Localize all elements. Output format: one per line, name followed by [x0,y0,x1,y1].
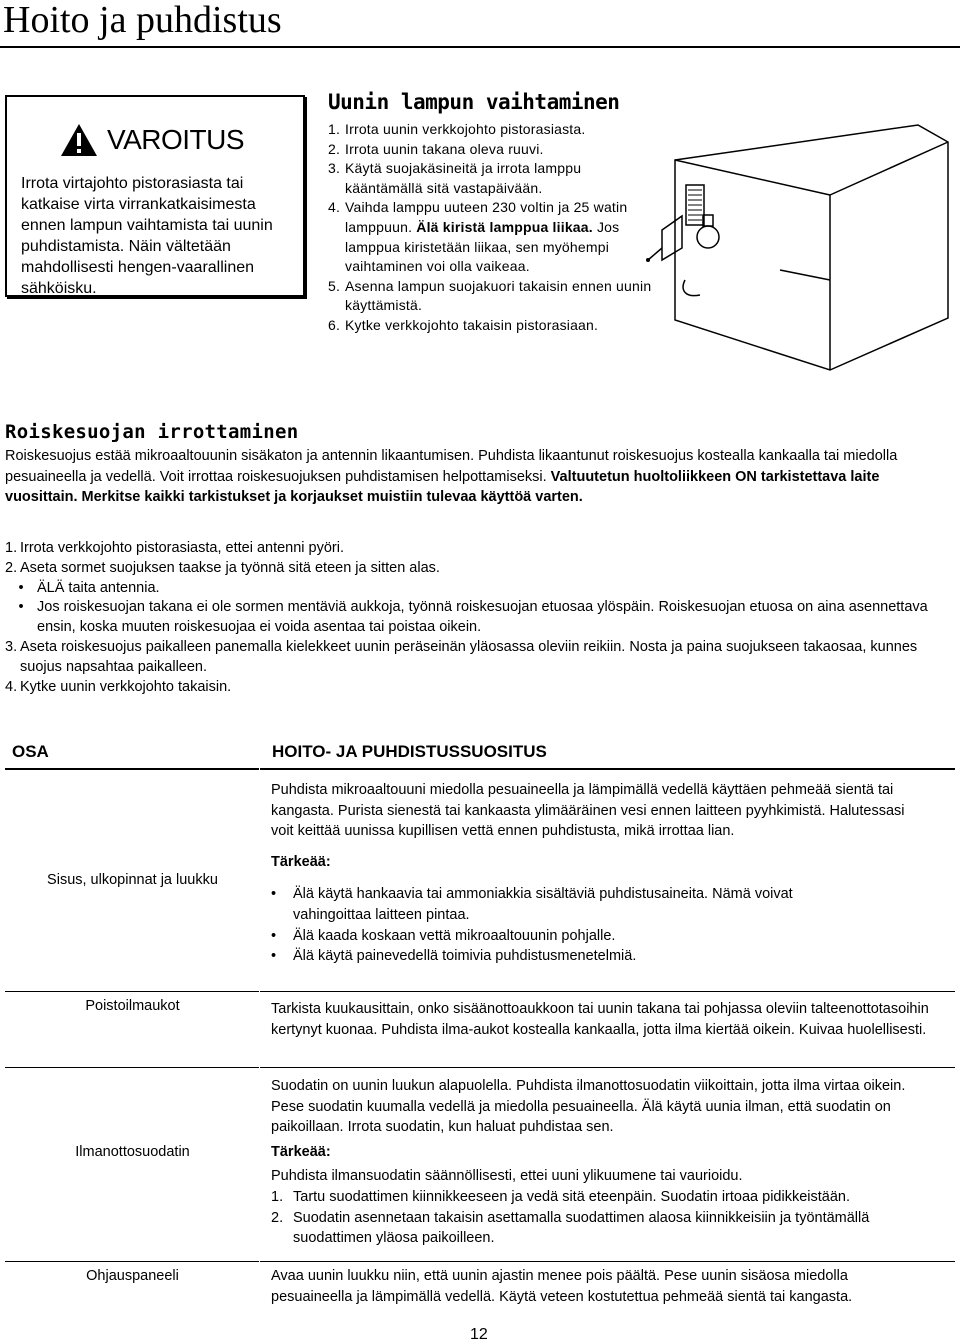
step-text: Käytä suojakäsineitä ja irrota lamppu kääntämällä sitä vastapäivään. [345,160,582,196]
step-text-bold: Älä kiristä lamppua liikaa. [416,218,593,235]
table-part: Ilmanottosuodatin [75,1144,190,1160]
row-divider [5,1067,259,1068]
list-item [271,1208,931,1249]
splash-intro-text: Roiskesuojus estää mikroaaltouunin sisäkaton ja antennin likaantumisen. Puhdista likaantunut roiskesuojus kostealla kankaalla tai miedolla pesuaineella ja vedellä. Voit irrottaa roiskesuojuksen puhdistamisen helpottamiseksi. [5,448,898,485]
lamp-step [328,159,653,198]
table-header-part: OSA [12,742,49,761]
splash-intro-bold: Valtuutetun huoltoliikkeen ON tarkistettava laite vuosittain. Merkitse kaikki tarkistukset ja korjaukset muistiin tulevaa käyttöä varten. [5,468,880,506]
list-item [271,884,931,925]
warning-box [5,95,305,297]
step-number: 4. [328,199,341,216]
step-number: 3. [5,638,18,655]
splash-step [5,559,955,579]
step-number: 1. [328,121,341,137]
table-part: Poistoilmaukot [85,998,180,1014]
bullet-icon: • [18,579,24,596]
page-number: 12 [470,1326,488,1343]
important-label: Tärkeää: [271,1143,331,1160]
table-part: Ohjauspaneeli [86,1268,179,1284]
step-number: 4. [5,678,18,695]
warning-title: VAROITUS [107,124,245,155]
splash-step [5,678,955,698]
row-divider [5,1261,259,1262]
step-text: Asenna lampun suojakuori takaisin ennen uunin käyttämistä. [345,277,652,314]
step-number: 5. [328,277,341,294]
table-recommendation [271,1076,931,1249]
step-text: Kytke verkkojohto takaisin pistorasiaan. [345,316,599,333]
lamp-heading: Uunin lampun vaihtaminen [328,90,620,114]
lamp-step [328,198,653,276]
step-text: Kytke uunin verkkojohto takaisin. [20,678,232,695]
bullet-icon: • [271,948,277,965]
splash-bullet [5,579,955,599]
step-text [345,198,653,276]
recommendation-text: Suodatin on uunin luukun alapuolella. Puhdista ilmanottosuodatin viikoittain, jotta ilma virtaa oikein. Pese suodatin kuumalla vedellä ja miedolla pesuaineella. Älä käytä uunia ilman, että suodatin on paikoillaan. Irrota suodatin, kun haluat puhdistaa sen. [271,1078,906,1136]
row-divider [260,1261,955,1262]
bullet-icon: • [271,886,277,903]
step-number: 1. [271,1188,284,1205]
step-number: 2. [5,559,18,576]
step-text: Irrota verkkojohto pistorasiasta, ettei antenni pyöri. [20,540,344,556]
splash-intro [5,446,955,508]
warning-text: Irrota virtajohto pistorasiasta tai katkaise virta virrankatkaisimesta ennen lampun vaihtamista tai uunin puhdistamista. Näin vältetään mahdollisesti hengen-vaarallinen sähköisku. [21,175,273,297]
recommendation-text: Puhdista ilmansuodatin säännöllisesti, ettei uuni ylikuumene tai vaurioidu. [271,1168,743,1185]
table-recommendation [271,1266,931,1307]
list-item-text: Älä käytä hankaavia tai ammoniakkia sisältäviä puhdistusaineita. Nämä voivat vahingoittaa laitteen pintaa. [293,886,793,923]
list-item-text: Älä käytä painevedellä toimivia puhdistusmenetelmiä. [293,948,637,965]
bullet-icon: • [18,599,24,616]
list-item [271,1187,931,1208]
step-text-after: Jos lamppua kiristetään liikaa, sen myöhempi vaihtaminen voi olla vaikeaa. [345,218,620,275]
step-text: Irrota uunin verkkojohto pistorasiasta. [345,121,586,137]
list-item [271,926,931,947]
warning-triangle-icon [59,122,99,158]
step-number: 6. [328,316,341,333]
step-number: 2. [328,140,341,157]
splash-steps [5,539,955,697]
oven-lamp-illustration [640,120,955,380]
recommendation-text: Tarkista kuukausittain, onko sisäänottoaukkoon tai uunin takana tai pohjassa oleviin talteenottotasoihin kertynyt kuonaa. Puhdista ilma-aukot kostealla kankaalla, jotta ilma kiertää oikein. Kuivaa huolellisesti. [271,1001,929,1038]
list-item [271,946,931,967]
list-item-text: Älä kaada koskaan vettä mikroaaltouunin pohjalle. [293,927,616,944]
table-header-recommendation: HOITO- JA PUHDISTUSSUOSITUS [272,742,547,761]
step-number: 1. [5,540,18,556]
lamp-step [328,316,653,336]
title-rule [0,46,960,48]
recommendation-text: Puhdista mikroaaltouuni miedolla pesuaineella ja lämpimällä vedellä käyttäen pehmeää sientä tai kangasta. Purista sienestä tai kankaasta ylimääräinen vesi ennen laitteen pyyhkimistä. Halutessasi voit keittää uunissa kupillisen vettä ennen puhdistusta, mikä irrottaa lian. [271,782,905,840]
bullet-text: Jos roiskesuojan takana ei ole sormen mentäviä aukkoja, työnnä roiskesuojan etuosaa ylöspäin. Roiskesuojan etuosa on aina asennettava ensin, koska muuten roiskesuojaa ei voida asentaa tai poistaa oikein. [37,599,928,636]
important-list [271,884,931,966]
header-rule [260,768,955,770]
list-item-text: Tartu suodattimen kiinnikkeeseen ja vedä sitä eteenpäin. Suodatin irtoaa pidikkeistään. [293,1188,850,1205]
splash-step [5,638,955,678]
important-label: Tärkeää: [271,853,331,870]
lamp-step [328,277,653,316]
step-text-plain: Vaihda lamppu uuteen 230 voltin ja 25 watin lamppuun. [345,199,628,235]
bullet-icon: • [271,927,277,944]
row-divider [260,1067,955,1068]
splash-bullet [5,598,955,638]
recommendation-text: Avaa uunin luukku niin, että uunin ajastin menee pois päältä. Pese uunin sisäosa miedolla pesuaineella ja lämpimällä vedellä. Käytä veteen kostutettua pehmeää sientä tai kangasta. [271,1268,853,1305]
row-divider [5,991,259,992]
list-item-text: Suodatin asennetaan takaisin asettamalla suodattimen alaosa kiinnikkeisiin ja työntämällä suodattimen yläosa paikoilleen. [293,1209,870,1247]
table-recommendation [271,999,931,1040]
header-rule [5,768,259,770]
lamp-steps [328,120,653,336]
page-title: Hoito ja puhdistus [3,0,282,41]
table-part: Sisus, ulkopinnat ja luukku [47,872,218,888]
row-divider [260,991,955,992]
step-number: 3. [328,160,341,177]
table-recommendation [271,780,931,967]
lamp-step [328,120,653,140]
splash-heading: Roiskesuojan irrottaminen [5,421,299,443]
lamp-step [328,140,653,160]
step-number: 2. [271,1209,284,1226]
step-text: Aseta sormet suojuksen taakse ja työnnä sitä eteen ja sitten alas. [20,559,440,576]
step-text: Aseta roiskesuojus paikalleen panemalla kielekkeet uunin peräseinän yläosassa oleviin reikiin. Nosta ja paina suojukseen takaosaa, kunnes suojus napsahtaa paikalleen. [20,638,918,675]
step-text: Irrota uunin takana oleva ruuvi. [345,140,544,157]
warning-header [59,120,244,160]
splash-step [5,539,955,559]
bullet-text: ÄLÄ taita antennia. [37,579,160,596]
